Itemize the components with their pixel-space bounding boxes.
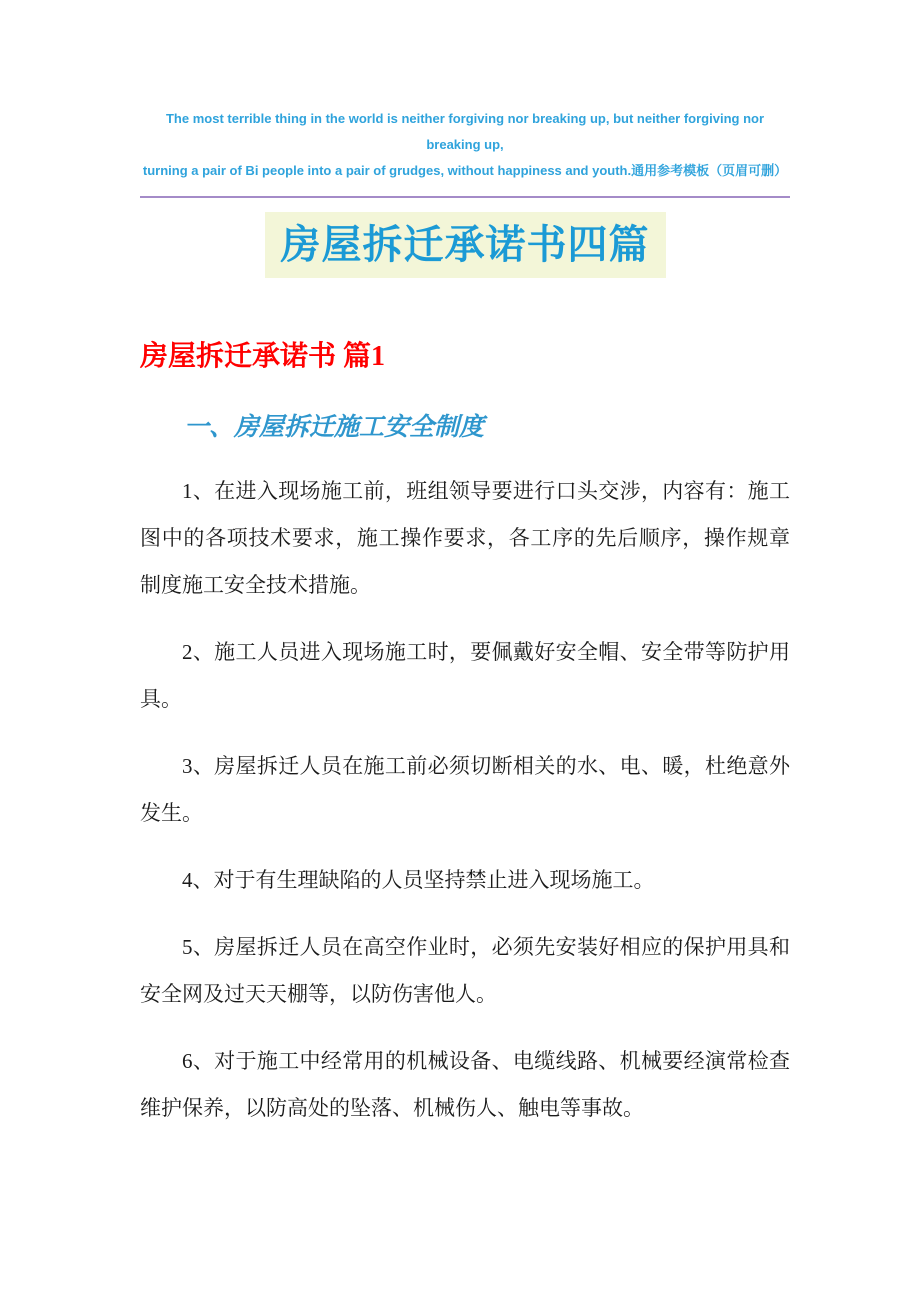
paragraph-5: 5、房屋拆迁人员在高空作业时，必须先安装好相应的保护用具和安全网及过天天棚等，以防伤害他人。 — [140, 935, 790, 1006]
section-heading: 房屋拆迁承诺书 篇1 — [140, 341, 386, 372]
body-content — [0, 468, 920, 1132]
paragraph-1: 1、在进入现场施工前，班组领导要进行口头交涉，内容有：施工图中的各项技术要求，施工操作要求，各工序的先后顺序，操作规章制度施工安全技术措施。 — [140, 479, 790, 597]
page-title: 房屋拆迁承诺书四篇 — [265, 212, 666, 278]
title-row — [140, 212, 790, 278]
paragraph-6: 6、对于施工中经常用的机械设备、电缆线路、机械要经演常检查维护保养，以防高处的坠落、机械伤人、触电等事故。 — [140, 1049, 790, 1120]
sub-heading: 一、房屋拆迁施工安全制度 — [184, 414, 485, 441]
paragraph-2: 2、施工人员进入现场施工时，要佩戴好安全帽、安全带等防护用具。 — [140, 640, 790, 711]
header-line-2: turning a pair of Bi people into a pair of grudges, without happiness and youth.通用参考模板（页眉可删） — [142, 163, 788, 178]
header-line-1: The most terrible thing in the world is neither forgiving nor breaking up, but neither forgiving nor breaking up, — [165, 111, 765, 152]
page-header — [140, 0, 790, 184]
header-divider — [140, 196, 790, 198]
paragraph-4: 4、对于有生理缺陷的人员坚持禁止进入现场施工。 — [182, 868, 655, 892]
paragraph-3: 3、房屋拆迁人员在施工前必须切断相关的水、电、暖，杜绝意外发生。 — [140, 754, 790, 825]
